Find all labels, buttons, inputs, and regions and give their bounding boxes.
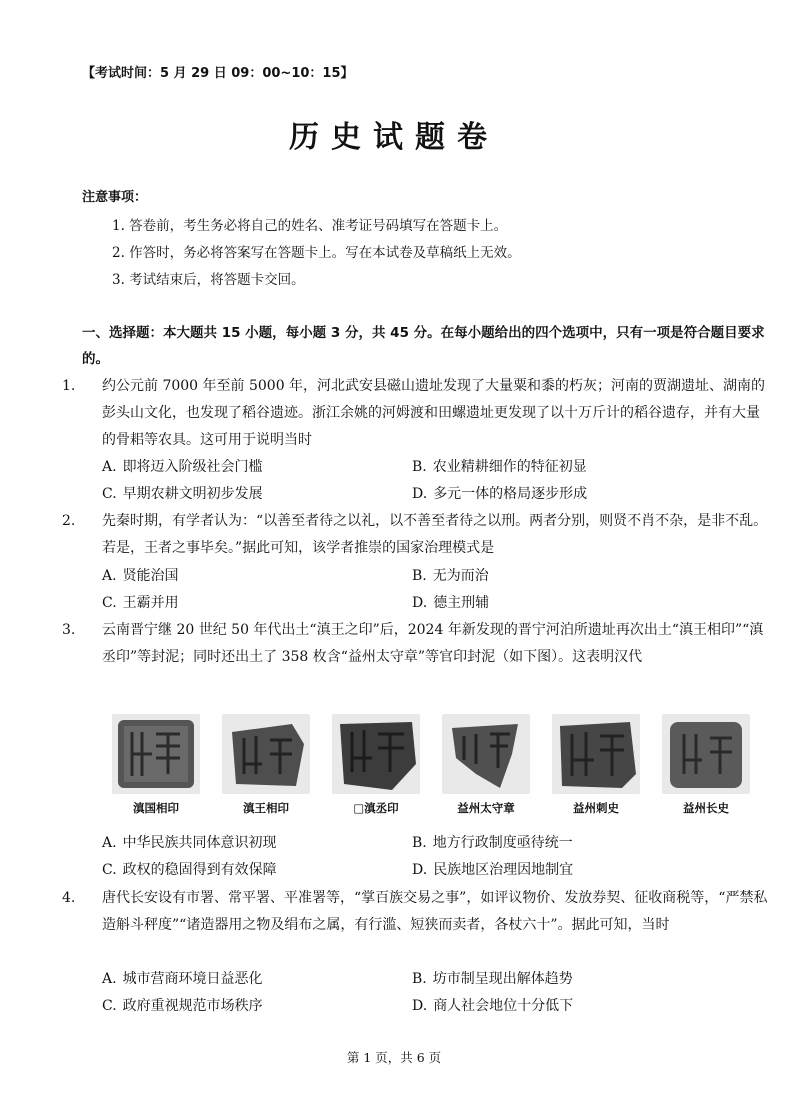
option-b: B. 无为而治 — [412, 568, 489, 584]
question-4 — [62, 885, 772, 965]
option-a: A. 中华民族共同体意识初现 — [102, 835, 277, 851]
section-heading: 一、选择题：本大题共 15 小题，每小题 3 分，共 45 分。在每小题给出的四个选项中，只有一项是符合题目要求的。 — [82, 325, 765, 367]
option-c: C. 王霸并用 — [102, 595, 179, 611]
seal-caption: 益州太守章 — [457, 801, 515, 815]
option-d: D. 德主刑辅 — [412, 595, 490, 611]
notice-item: 2. 作答时，务必将答案写在答题卡上。写在本试卷及草稿纸上无效。 — [112, 245, 521, 261]
option-d: D. 多元一体的格局逐步形成 — [412, 486, 588, 502]
question-2 — [62, 508, 788, 562]
question-number: 3. — [62, 622, 76, 638]
seal-caption: 滇王相印 — [243, 801, 289, 815]
notice-heading: 注意事项： — [82, 190, 148, 205]
seal-clay-image — [662, 714, 750, 794]
notice-item: 3. 考试结束后，将答题卡交回。 — [112, 272, 305, 288]
page-number: 第 1 页，共 6 页 — [346, 1050, 442, 1065]
option-b: B. 坊市制呈现出解体趋势 — [412, 971, 573, 987]
exam-time: 【考试时间：5 月 29 日 09：00~10：15】 — [82, 66, 354, 81]
option-c: C. 政权的稳固得到有效保障 — [102, 862, 277, 878]
seal-item — [442, 714, 534, 816]
seal-clay-image — [112, 714, 200, 794]
seal-caption: □滇丞印 — [353, 801, 399, 815]
seal-item — [552, 714, 644, 816]
option-d: D. 商人社会地位十分低下 — [412, 998, 574, 1014]
question-stem: 约公元前 7000 年至前 5000 年，河北武安县磁山遗址发现了大量粟和黍的朽灰；河南的贾湖遗址、湖南的彭头山文化，也发现了稻谷遗迹。浙江余姚的河姆渡和田螺遗址更发现了以十万斤计的稻谷遗存，并有大量的骨耜等农具。这可用于说明当时 — [102, 378, 766, 448]
seal-caption: 益州刺史 — [573, 801, 619, 815]
question-stem: 云南晋宁继 20 世纪 50 年代出土“滇王之印”后，2024 年新发现的晋宁河泊所遗址再次出土“滇王相印”“滇丞印”等封泥；同时还出土了 358 枚含“益州太守章”等官印封泥（如下图）。这表明汉代 — [102, 622, 764, 665]
question-3 — [62, 617, 772, 697]
question-stem: 先秦时期，有学者认为：“以善至者待之以礼，以不善至者待之以刑。两者分别，则贤不肖不杂，是非不乱。 若是，王者之事毕矣。”据此可知，该学者推崇的国家治理模式是 — [102, 513, 788, 556]
seal-item — [112, 714, 204, 816]
seal-item — [332, 714, 424, 816]
seal-caption: 益州长史 — [683, 801, 729, 815]
option-c: C. 早期农耕文明初步发展 — [102, 486, 263, 502]
seal-figure — [112, 714, 782, 814]
option-c: C. 政府重视规范市场秩序 — [102, 998, 263, 1014]
option-a: A. 贤能治国 — [102, 568, 179, 584]
option-d: D. 民族地区治理因地制宜 — [412, 862, 574, 878]
page-title: 历史试题卷 — [289, 120, 499, 155]
option-b: B. 地方行政制度亟待统一 — [412, 835, 573, 851]
option-a: A. 即将迈入阶级社会门槛 — [102, 459, 263, 475]
option-a: A. 城市营商环境日益恶化 — [102, 971, 263, 987]
question-number: 1. — [62, 378, 76, 394]
seal-clay-image — [222, 714, 310, 794]
seal-clay-image — [442, 714, 530, 794]
seal-item — [662, 714, 754, 816]
seal-clay-image — [332, 714, 420, 794]
option-b: B. 农业精耕细作的特征初显 — [412, 459, 587, 475]
question-number: 2. — [62, 513, 76, 529]
notice-item: 1. 答卷前，考生务必将自己的姓名、准考证号码填写在答题卡上。 — [112, 218, 508, 234]
seal-clay-image — [552, 714, 640, 794]
question-stem: 唐代长安设有市署、常平署、平准署等，“掌百族交易之事”，如评议物价、发放券契、征收商税等，“严禁私造斛斗秤度”“诸造器用之物及绢布之属，有行滥、短狭而卖者，各杖六十”。据此可知，当时 — [102, 890, 768, 933]
question-number: 4. — [62, 890, 76, 906]
question-1 — [62, 373, 772, 453]
seal-caption: 滇国相印 — [133, 801, 179, 815]
seal-item — [222, 714, 314, 816]
